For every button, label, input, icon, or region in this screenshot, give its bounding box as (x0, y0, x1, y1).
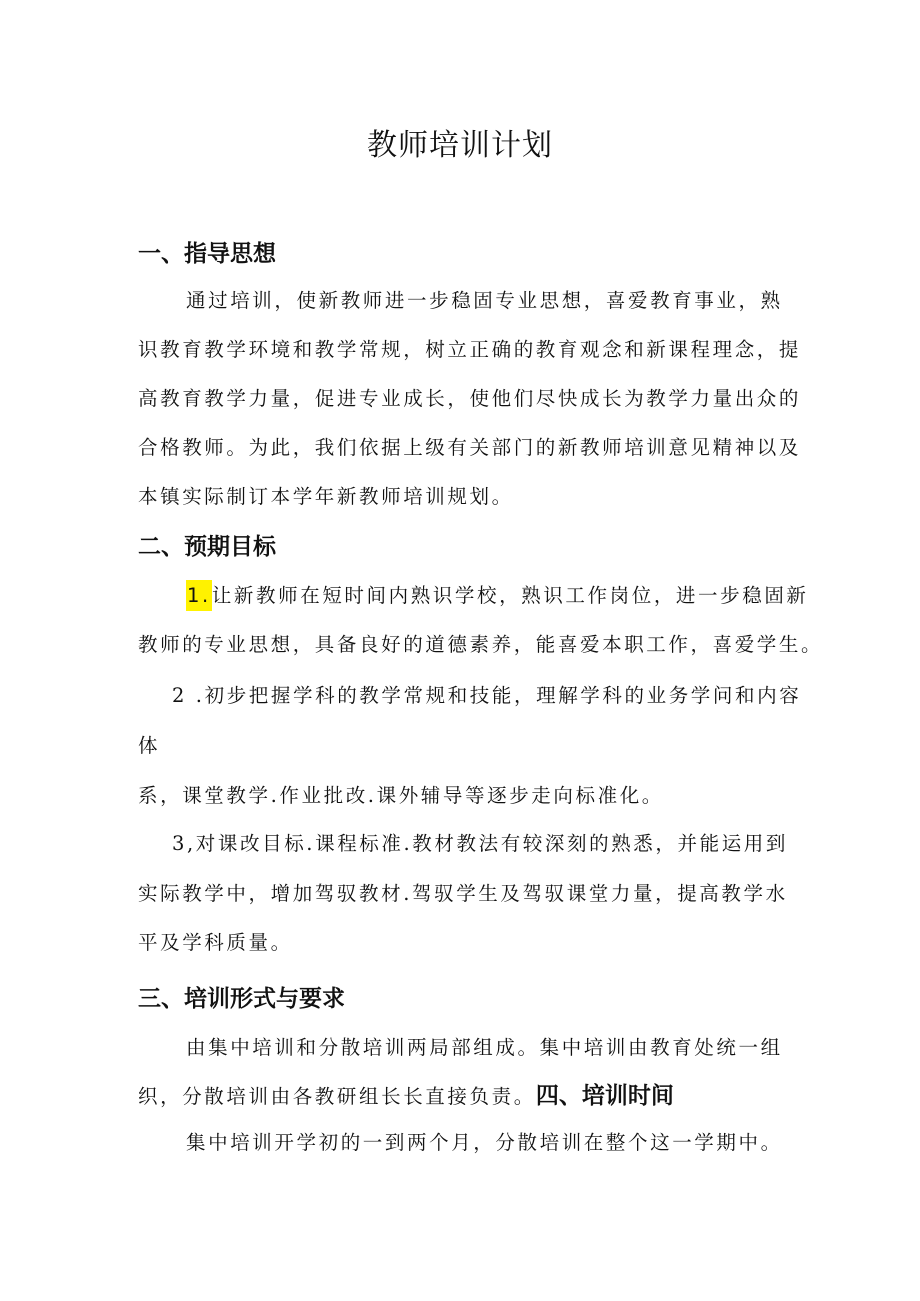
section-heading-training-format: 三、培训形式与要求 (138, 986, 345, 1012)
goal-item-1-text: 让新教师在短时间内熟识学校，熟识工作岗位，进一步稳固新 (211, 584, 809, 607)
paragraph-line: 本镇实际制订本学年新教师培训规划。 (138, 485, 514, 508)
paragraph-line: 合格教师。为此，我们依据上级有关部门的新教师培训意见精神以及 (138, 436, 802, 459)
goal-item-2: 2 .初步把握学科的教学常规和技能，理解学科的业务学问和内容 (172, 684, 802, 707)
document-title: 教师培训计划 (367, 128, 553, 163)
paragraph-line: 平及学科质量。 (138, 931, 293, 954)
section-heading-expected-goals: 二、预期目标 (138, 534, 276, 560)
paragraph-line: 系，课堂教学.作业批改.课外辅导等逐步走向标准化。 (138, 784, 664, 807)
paragraph-line: 体 (138, 734, 161, 757)
goal-item-1 (186, 580, 809, 612)
goal-item-3: 3,对课改目标.课程标准.教材教法有较深刻的熟悉，并能运用到 (172, 832, 789, 855)
section-heading-training-time: 四、培训时间 (535, 1082, 674, 1109)
paragraph-line: 高教育教学力量，促进专业成长，使他们尽快成长为教学力量出众的 (138, 387, 802, 410)
paragraph-line: 由集中培训和分散培训两局部组成。集中培训由教育处统一组 (186, 1036, 783, 1059)
section-heading-guiding-ideology: 一、指导思想 (138, 241, 276, 267)
paragraph-line: 通过培训，使新教师进一步稳固专业思想，喜爱教育事业，熟 (186, 289, 783, 312)
paragraph-line: 识教育教学环境和教学常规，树立正确的教育观念和新课程理念，提 (138, 338, 802, 361)
paragraph-line: 实际教学中，增加驾驭教材.驾驭学生及驾驭课堂力量，提高教学水 (138, 882, 788, 905)
paragraph-line-text: 织，分散培训由各教研组长长直接负责。 (138, 1085, 536, 1108)
paragraph-line (138, 1080, 674, 1113)
paragraph-line: 教师的专业思想，具备良好的道德素养，能喜爱本职工作，喜爱学生。 (138, 633, 824, 656)
paragraph-line: 集中培训开学初的一到两个月，分散培训在整个这一学期中。 (186, 1131, 783, 1154)
highlighted-number: 1. (186, 580, 212, 611)
